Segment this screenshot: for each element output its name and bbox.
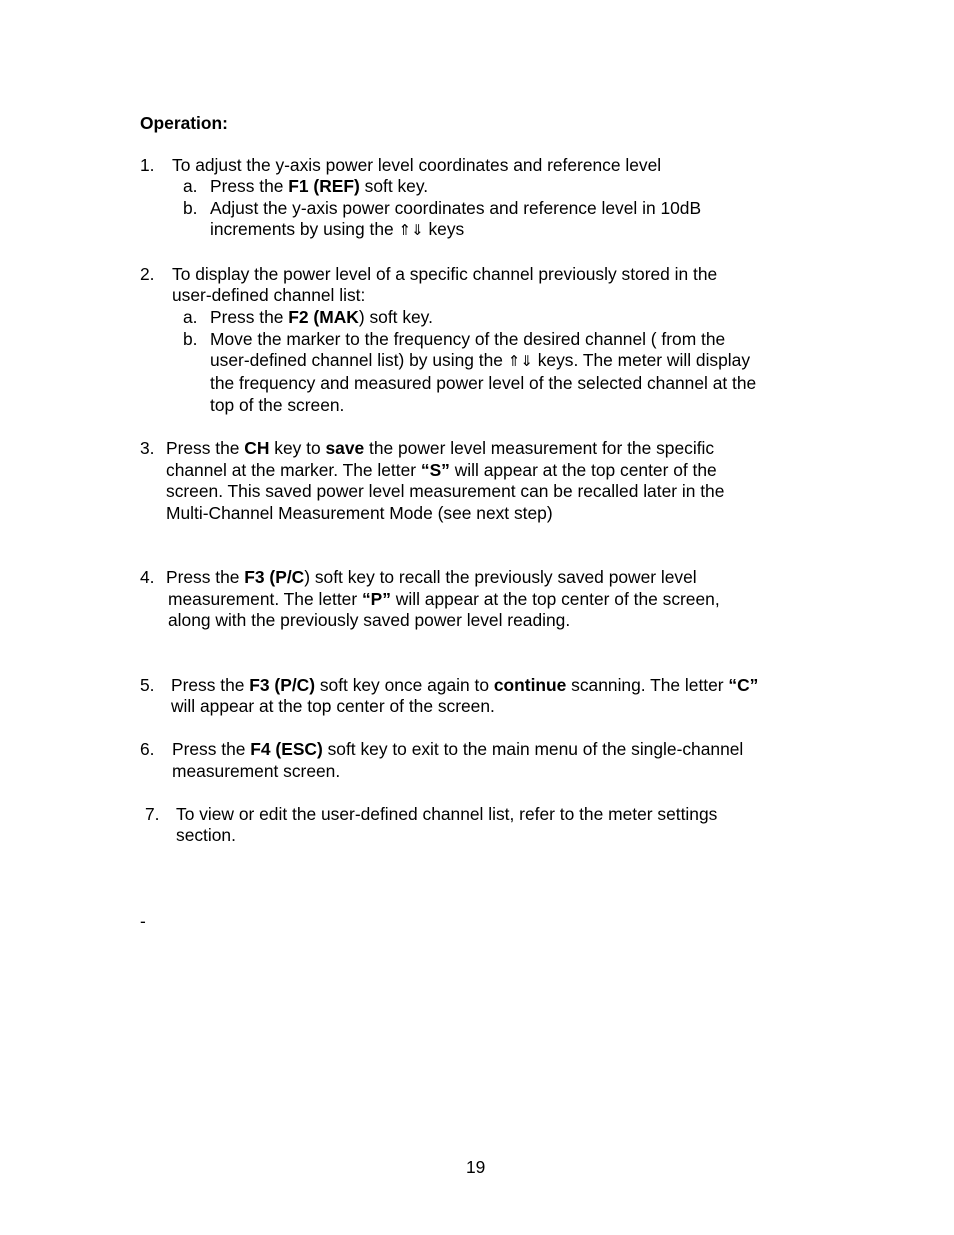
step-number: 6.	[140, 739, 155, 759]
substep-text-line	[210, 198, 701, 220]
step-text-line	[176, 825, 236, 847]
bold-key-label: F3 (P/C)	[249, 675, 315, 695]
step-text-line	[166, 503, 553, 525]
step-text-line	[172, 155, 661, 177]
bold-key-label: F3 (P/C	[244, 567, 305, 587]
step-number: 4.	[140, 567, 155, 587]
substep-text-line	[210, 219, 464, 242]
bold-key-label: “S”	[420, 460, 450, 480]
bold-key-label: continue	[493, 675, 567, 695]
text-run: will appear at the top center of the	[449, 460, 717, 480]
text-run: Press the	[171, 675, 250, 695]
bold-key-label: CH	[244, 438, 270, 458]
text-run: To view or edit the user-defined channel list, refer to the meter settings	[176, 804, 718, 824]
step-text-line	[166, 460, 717, 482]
substep-text-line	[210, 307, 433, 329]
step-text-line	[176, 804, 717, 826]
step-text-line	[171, 675, 758, 697]
text-run: To display the power level of a specific channel previously stored in the	[172, 264, 718, 284]
text-run: Press the	[166, 567, 245, 587]
step-text-line	[168, 610, 570, 632]
substep-text-line	[210, 395, 344, 417]
substep-text-line	[210, 176, 428, 198]
step-number: 2.	[140, 264, 155, 284]
text-run: soft key.	[359, 176, 429, 196]
step-text-line	[172, 285, 365, 307]
bold-key-label: F2 (MAK	[288, 307, 359, 327]
step-text-line	[172, 264, 717, 286]
step-text-line	[171, 696, 495, 718]
text-run: ) soft key to recall the previously saved power level	[304, 567, 697, 587]
text-run: Move the marker to the frequency of the desired channel ( from the	[210, 329, 726, 349]
step-text-line	[166, 481, 724, 503]
up-down-arrows-icon: ⇑⇓	[398, 221, 424, 239]
text-run: keys. The meter will display	[532, 350, 751, 370]
text-run: soft key once again to	[315, 675, 494, 695]
step-number: 7.	[145, 804, 160, 824]
substep-text-line	[210, 373, 756, 395]
bold-key-label: save	[325, 438, 365, 458]
text-run: Press the	[172, 739, 251, 759]
step-text-line	[166, 567, 697, 589]
text-run: Press the	[210, 176, 289, 196]
text-run: Press the	[210, 307, 289, 327]
text-run: along with the previously saved power level reading.	[168, 610, 571, 630]
substep-text-line	[210, 329, 725, 351]
substep-letter: b.	[183, 329, 198, 349]
text-run: the power level measurement for the specific	[364, 438, 715, 458]
text-run: Multi-Channel Measurement Mode (see next step)	[166, 503, 553, 523]
text-run: Adjust the y-axis power coordinates and reference level in 10dB	[210, 198, 702, 218]
step-number: 5.	[140, 675, 155, 695]
text-run: section.	[176, 825, 236, 845]
text-run: keys	[423, 219, 465, 239]
step-text-line	[172, 739, 743, 761]
substep-text-line	[210, 350, 750, 373]
stray-dash: -	[140, 911, 146, 931]
substep-letter: b.	[183, 198, 198, 218]
bold-key-label: “C”	[728, 675, 759, 695]
up-down-arrows-icon: ⇑⇓	[507, 352, 533, 370]
text-run: soft key to exit to the main menu of the single-channel	[322, 739, 744, 759]
text-run: Press the	[166, 438, 245, 458]
text-run: channel at the marker. The letter	[166, 460, 421, 480]
bold-key-label: F1 (REF)	[288, 176, 360, 196]
text-run: will appear at the top center of the screen.	[171, 696, 495, 716]
text-run: To adjust the y-axis power level coordinates and reference level	[172, 155, 662, 175]
text-run: user-defined channel list) by using the	[210, 350, 508, 370]
bold-key-label: F4 (ESC)	[250, 739, 323, 759]
step-text-line	[168, 589, 720, 611]
page-number: 19	[466, 1157, 486, 1177]
text-run: user-defined channel list:	[172, 285, 366, 305]
step-number: 1.	[140, 155, 155, 175]
step-number: 3.	[140, 438, 155, 458]
text-run: measurement. The letter	[168, 589, 362, 609]
step-text-line	[172, 761, 340, 783]
bold-key-label: “P”	[361, 589, 391, 609]
text-run: top of the screen.	[210, 395, 345, 415]
section-heading: Operation:	[140, 113, 228, 133]
substep-letter: a.	[183, 307, 198, 327]
text-run: screen. This saved power level measurement can be recalled later in the	[166, 481, 725, 501]
text-run: increments by using the	[210, 219, 399, 239]
text-run: scanning. The letter	[566, 675, 729, 695]
step-text-line	[166, 438, 714, 460]
text-run: the frequency and measured power level of the selected channel at the	[210, 373, 757, 393]
text-run: measurement screen.	[172, 761, 341, 781]
substep-letter: a.	[183, 176, 198, 196]
text-run: will appear at the top center of the screen,	[390, 589, 720, 609]
text-run: ) soft key.	[358, 307, 433, 327]
text-run: key to	[269, 438, 326, 458]
